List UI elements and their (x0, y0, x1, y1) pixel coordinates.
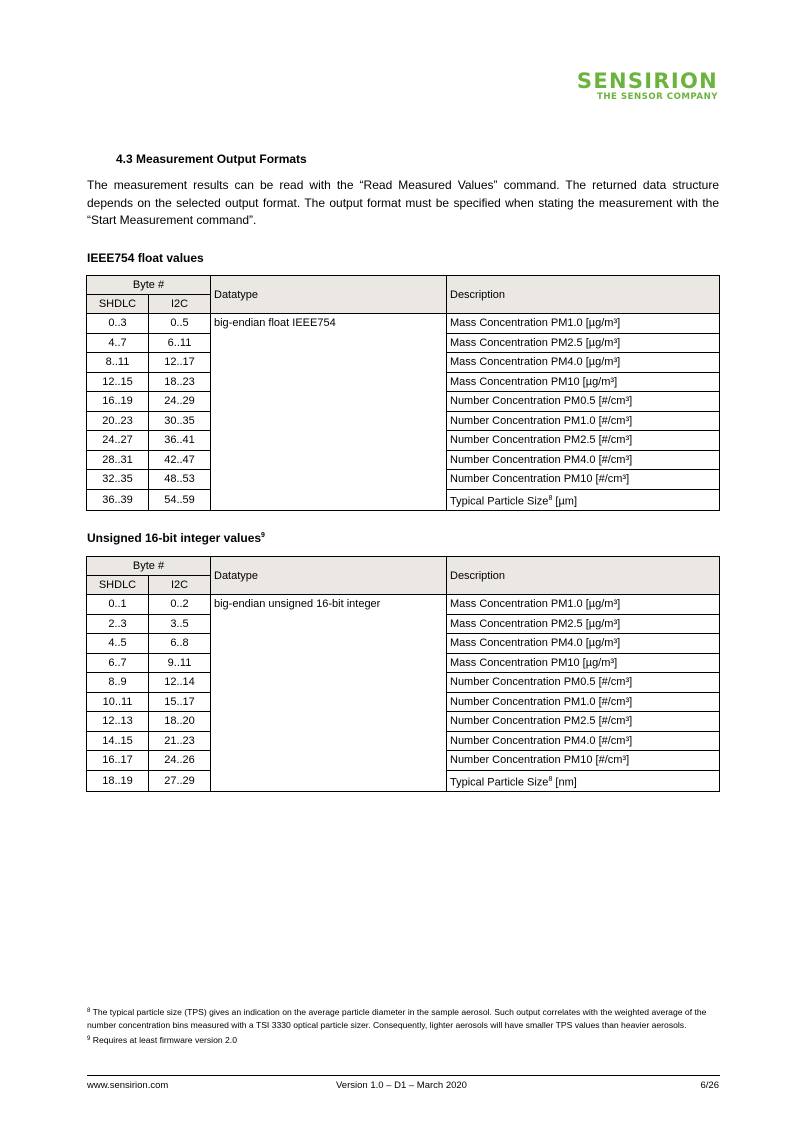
i2c-cell: 6..8 (149, 634, 211, 654)
footer-page-number: 6/26 (700, 1080, 719, 1091)
section-title: Measurement Output Formats (136, 152, 307, 166)
shdlc-cell: 2..3 (87, 614, 149, 634)
shdlc-cell: 24..27 (87, 431, 149, 451)
i2c-cell: 48..53 (149, 470, 211, 490)
i2c-cell: 42..47 (149, 450, 211, 470)
description-cell: Number Concentration PM1.0 [#/cm³] (447, 692, 720, 712)
shdlc-cell: 6..7 (87, 653, 149, 673)
description-cell: Mass Concentration PM2.5 [µg/m³] (447, 614, 720, 634)
shdlc-header: SHDLC (87, 576, 149, 595)
shdlc-cell: 14..15 (87, 731, 149, 751)
i2c-cell: 12..14 (149, 673, 211, 693)
footnote-8: $^8$ The typical particle size (TPS) gives an indication on the average particle diameter in the sample aerosol. Such output correlates with the weighted average of the number concentration bins measured with a TSI 3330 optical particle sizer. Consequently, lighter aerosols will have smaller TPS values than heavier aerosols. (87, 1007, 707, 1030)
shdlc-cell: 8..9 (87, 673, 149, 693)
byte-header: Byte # (87, 276, 211, 295)
description-cell: Number Concentration PM4.0 [#/cm³] (447, 450, 720, 470)
footnote-9: $^9$ Requires at least firmware version 2.0 (87, 1035, 237, 1045)
description-cell: Mass Concentration PM10 [µg/m³] (447, 372, 720, 392)
description-cell: Mass Concentration PM10 [µg/m³] (447, 653, 720, 673)
i2c-cell: 24..29 (149, 392, 211, 412)
i2c-header: I2C (149, 295, 211, 314)
i2c-cell: 21..23 (149, 731, 211, 751)
footer-divider (87, 1075, 720, 1076)
byte-header: Byte # (87, 557, 211, 576)
table-header-row (87, 276, 720, 295)
description-cell: Number Concentration PM2.5 [#/cm³] (447, 431, 720, 451)
footer-website: www.sensirion.com (87, 1080, 169, 1091)
i2c-cell: 0..5 (149, 314, 211, 334)
description-cell: Mass Concentration PM4.0 [µg/m³] (447, 634, 720, 654)
datatype-header: Datatype (211, 276, 447, 314)
i2c-cell: 9..11 (149, 653, 211, 673)
shdlc-cell: 12..13 (87, 712, 149, 732)
shdlc-cell: 28..31 (87, 450, 149, 470)
shdlc-cell: 4..7 (87, 333, 149, 353)
i2c-cell: 12..17 (149, 353, 211, 373)
company-logo (577, 70, 718, 103)
i2c-cell: 27..29 (149, 770, 211, 792)
shdlc-cell: 20..23 (87, 411, 149, 431)
shdlc-cell: 0..1 (87, 595, 149, 615)
i2c-cell: 54..59 (149, 489, 211, 511)
intro-paragraph: The measurement results can be read with the “Read Measured Values” command. The returned data structure depends on the selected output format. The output format must be specified when stating the measurement with the “Start Measurement command”. (87, 178, 719, 227)
datatype-cell: big-endian float IEEE754 (211, 314, 447, 511)
i2c-cell: 15..17 (149, 692, 211, 712)
float-table-heading: IEEE754 float values (87, 251, 204, 265)
shdlc-header: SHDLC (87, 295, 149, 314)
description-cell: Mass Concentration PM4.0 [µg/m³] (447, 353, 720, 373)
logo-wordmark: SENSIRION (576, 69, 718, 93)
table-row (87, 595, 720, 615)
description-cell: Number Concentration PM10 [#/cm³] (447, 751, 720, 771)
i2c-cell: 0..2 (149, 595, 211, 615)
description-cell: Mass Concentration PM1.0 [µg/m³] (447, 595, 720, 615)
int-values-table (86, 556, 720, 792)
i2c-cell: 24..26 (149, 751, 211, 771)
shdlc-cell: 4..5 (87, 634, 149, 654)
int-table-heading: Unsigned 16-bit integer values$^9$ (87, 531, 265, 545)
datatype-cell: big-endian unsigned 16-bit integer (211, 595, 447, 792)
description-cell: Number Concentration PM2.5 [#/cm³] (447, 712, 720, 732)
description-cell: Typical Particle Size$^8$ [nm] (447, 770, 720, 792)
datatype-header: Datatype (211, 557, 447, 595)
section-number: 4.3 (116, 152, 133, 166)
shdlc-cell: 0..3 (87, 314, 149, 334)
shdlc-cell: 8..11 (87, 353, 149, 373)
i2c-cell: 36..41 (149, 431, 211, 451)
i2c-header: I2C (149, 576, 211, 595)
description-header: Description (447, 276, 720, 314)
shdlc-cell: 16..17 (87, 751, 149, 771)
section-heading (116, 152, 307, 166)
i2c-cell: 3..5 (149, 614, 211, 634)
footer-version: Version 1.0 – D1 – March 2020 (336, 1080, 467, 1091)
shdlc-cell: 12..15 (87, 372, 149, 392)
description-cell: Number Concentration PM1.0 [#/cm³] (447, 411, 720, 431)
shdlc-cell: 32..35 (87, 470, 149, 490)
i2c-cell: 18..20 (149, 712, 211, 732)
description-cell: Number Concentration PM4.0 [#/cm³] (447, 731, 720, 751)
i2c-cell: 6..11 (149, 333, 211, 353)
description-cell: Mass Concentration PM2.5 [µg/m³] (447, 333, 720, 353)
shdlc-cell: 18..19 (87, 770, 149, 792)
i2c-cell: 18..23 (149, 372, 211, 392)
shdlc-cell: 10..11 (87, 692, 149, 712)
table-header-row (87, 557, 720, 576)
float-values-table (86, 275, 720, 511)
shdlc-cell: 36..39 (87, 489, 149, 511)
description-cell: Number Concentration PM0.5 [#/cm³] (447, 673, 720, 693)
description-cell: Number Concentration PM0.5 [#/cm³] (447, 392, 720, 412)
footnote-ref: 8 (548, 775, 553, 783)
description-cell: Typical Particle Size$^8$ [µm] (447, 489, 720, 511)
logo-tagline: THE SENSOR COMPANY (596, 92, 718, 102)
shdlc-cell: 16..19 (87, 392, 149, 412)
footnote-ref: 8 (548, 494, 553, 502)
description-cell: Number Concentration PM10 [#/cm³] (447, 470, 720, 490)
table-row (87, 314, 720, 334)
footnote-ref: 9 (261, 532, 265, 539)
i2c-cell: 30..35 (149, 411, 211, 431)
description-header: Description (447, 557, 720, 595)
description-cell: Mass Concentration PM1.0 [µg/m³] (447, 314, 720, 334)
